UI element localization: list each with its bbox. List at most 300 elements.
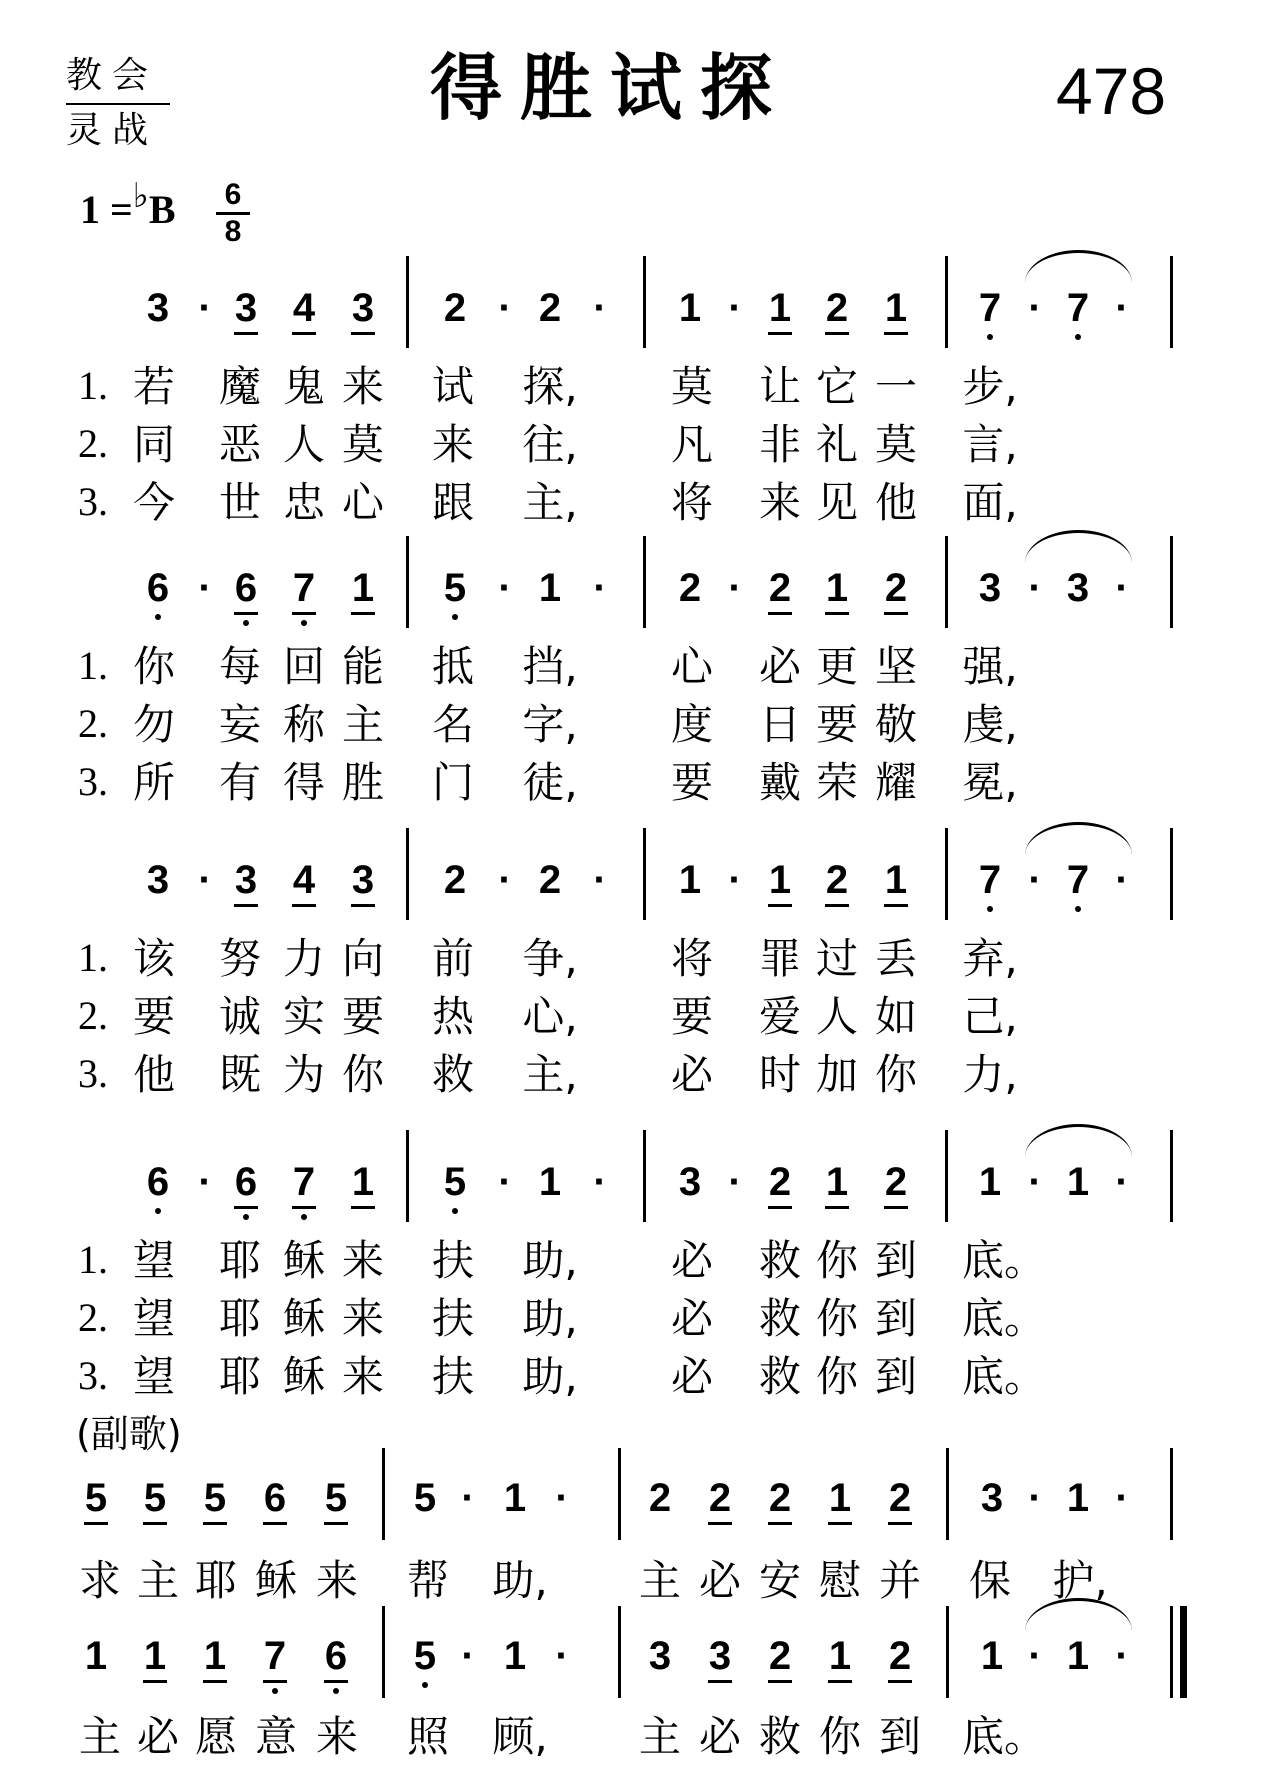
duration-dot [715, 288, 755, 328]
verse-number: 2. [78, 1295, 108, 1340]
eighth-underline [825, 904, 849, 907]
duration-dot [580, 568, 620, 608]
lyric-syllable: 你 [815, 1294, 858, 1343]
note-text: 2 [648, 1476, 672, 1520]
lyric-syllable: 得 [282, 758, 325, 807]
note-1 [495, 1478, 535, 1518]
note-text: · [728, 286, 742, 330]
note-text: 1 [143, 1634, 167, 1678]
note-text: 2 [888, 1634, 912, 1678]
verse-number: 3. [78, 479, 108, 524]
lyric-syllable: 主 [78, 1712, 121, 1761]
eighth-underline [292, 1206, 316, 1209]
slur-tie [1025, 1124, 1132, 1157]
note-text: · [555, 1634, 569, 1678]
lyric-line [0, 420, 1280, 480]
duration-dot [580, 1162, 620, 1202]
eighth-underline [143, 1680, 167, 1683]
note-1 [195, 1636, 235, 1676]
note-text: 7 [263, 1634, 287, 1678]
note-text: · [1115, 286, 1129, 330]
barline [643, 256, 646, 348]
barline [945, 828, 948, 920]
duration-dot [1102, 568, 1142, 608]
lyric-syllable: 跟 [431, 478, 474, 527]
lyric-syllable: 救 [758, 1236, 801, 1285]
lyric-line [0, 1352, 1280, 1412]
note-1 [76, 1636, 116, 1676]
duration-dot [448, 1636, 488, 1676]
lyric-syllable: 主 [638, 1556, 681, 1605]
duration-dot [1102, 288, 1142, 328]
barline [945, 256, 948, 348]
lyric-syllable: 耶 [218, 1236, 261, 1285]
lyric-syllable: 稣 [254, 1556, 297, 1605]
note-text: · [498, 1160, 512, 1204]
note-text: 1 [538, 566, 562, 610]
lyric-syllable: 望 [132, 1294, 175, 1343]
note-text: 1 [203, 1634, 227, 1678]
note-7 [1058, 860, 1098, 900]
lyric-syllable: 来 [341, 1352, 384, 1401]
low-octave-dot [987, 906, 993, 912]
duration-dot [1102, 860, 1142, 900]
low-octave-dot [155, 1208, 161, 1214]
barline [643, 828, 646, 920]
note-text: 1 [980, 1634, 1004, 1678]
low-octave-dot [243, 1214, 249, 1220]
note-3 [343, 860, 383, 900]
lyric-syllable: 你 [815, 1236, 858, 1285]
note-3 [670, 1162, 710, 1202]
lyric-syllable: 妄 [218, 700, 261, 749]
lyric-syllable: 让 [758, 362, 801, 411]
lyric-line [0, 362, 1280, 422]
lyric-line [0, 992, 1280, 1052]
eighth-underline [828, 1522, 852, 1525]
lyric-syllable: 来 [315, 1556, 358, 1605]
note-text: 2 [888, 1476, 912, 1520]
eighth-underline [292, 904, 316, 907]
eighth-underline [888, 1680, 912, 1683]
note-2 [435, 288, 475, 328]
lyric-syllable: 慰 [818, 1556, 861, 1605]
eighth-underline [768, 904, 792, 907]
note-text: · [498, 286, 512, 330]
lyric-syllable: 力 [282, 934, 325, 983]
lyric-syllable: 必 [698, 1712, 741, 1761]
lyric-syllable: 耶 [218, 1352, 261, 1401]
lyric-syllable: 心 [670, 642, 713, 691]
lyric-syllable: 冕, [962, 758, 1018, 807]
lyric-syllable: 罪 [758, 934, 801, 983]
note-text: 1 [351, 1160, 375, 1204]
note-text: 2 [884, 1160, 908, 1204]
lyric-syllable: 要 [132, 992, 175, 1041]
lyric-syllable: 鬼 [282, 362, 325, 411]
lyric-syllable: 助, [522, 1236, 578, 1285]
verse-number: 3. [78, 1353, 108, 1398]
note-text: 2 [884, 566, 908, 610]
note-text: 3 [648, 1634, 672, 1678]
lyric-syllable: 诚 [218, 992, 261, 1041]
low-octave-dot [243, 620, 249, 626]
note-1 [495, 1636, 535, 1676]
duration-dot [1015, 568, 1055, 608]
lyric-syllable: 己, [962, 992, 1018, 1041]
barline [382, 1606, 385, 1698]
lyric-syllable: 有 [218, 758, 261, 807]
low-octave-dot [333, 1688, 339, 1694]
note-2 [760, 1636, 800, 1676]
eighth-underline [884, 612, 908, 615]
lyric-syllable: 人 [282, 420, 325, 469]
duration-dot [580, 288, 620, 328]
lyric-syllable: 必 [698, 1556, 741, 1605]
note-2 [760, 1162, 800, 1202]
note-7 [970, 860, 1010, 900]
lyric-syllable: 愿 [194, 1712, 237, 1761]
note-text: 6 [263, 1476, 287, 1520]
barline [643, 536, 646, 628]
note-text: 3 [234, 858, 258, 902]
note-3 [700, 1636, 740, 1676]
lyric-syllable: 主, [522, 1050, 578, 1099]
lyric-syllable: 来 [341, 362, 384, 411]
eighth-underline [234, 332, 258, 335]
note-2 [435, 860, 475, 900]
barline [946, 1448, 949, 1540]
note-text: 1 [768, 858, 792, 902]
note-text: · [1115, 858, 1129, 902]
verse-number: 1. [78, 935, 108, 980]
lyric-syllable: 日 [758, 700, 801, 749]
note-text: 5 [413, 1634, 437, 1678]
lyric-syllable: 扶 [431, 1352, 474, 1401]
lyric-syllable: 丢 [874, 934, 917, 983]
lyric-syllable: 他 [874, 478, 917, 527]
eighth-underline [825, 1206, 849, 1209]
lyric-syllable: 到 [874, 1294, 917, 1343]
note-text: 6 [146, 566, 170, 610]
lyric-syllable: 试 [431, 362, 474, 411]
lyric-syllable: 要 [341, 992, 384, 1041]
lyric-syllable: 救 [758, 1294, 801, 1343]
note-text: 3 [1066, 566, 1090, 610]
duration-dot [580, 860, 620, 900]
note-text: 2 [768, 1160, 792, 1204]
duration-dot [185, 288, 225, 328]
lyric-syllable: 虔, [962, 700, 1018, 749]
lyric-syllable: 徒, [522, 758, 578, 807]
lyric-syllable: 热 [431, 992, 474, 1041]
eighth-underline [825, 332, 849, 335]
note-6 [138, 1162, 178, 1202]
note-text: 5 [203, 1476, 227, 1520]
category-line-2: 灵战 [66, 110, 159, 151]
note-text: · [593, 286, 607, 330]
lyric-syllable: 意 [254, 1712, 297, 1761]
note-text: 5 [84, 1476, 108, 1520]
lyric-syllable: 忠 [282, 478, 325, 527]
note-3 [640, 1636, 680, 1676]
lyric-syllable: 争, [522, 934, 578, 983]
lyric-syllable: 敬 [874, 700, 917, 749]
lyric-syllable: 必 [670, 1050, 713, 1099]
lyric-syllable: 心, [522, 992, 578, 1041]
lyric-syllable: 耶 [194, 1556, 237, 1605]
note-2 [880, 1478, 920, 1518]
lyric-line [0, 758, 1280, 818]
note-text: 1 [84, 1634, 108, 1678]
note-text: · [498, 858, 512, 902]
eighth-underline [292, 332, 316, 335]
lyric-syllable: 莫 [341, 420, 384, 469]
verse-number: 2. [78, 993, 108, 1038]
lyric-syllable: 主 [341, 700, 384, 749]
note-6 [226, 1162, 266, 1202]
note-1 [135, 1636, 175, 1676]
verse-number: 1. [78, 643, 108, 688]
eighth-underline [292, 612, 316, 615]
lyric-syllable: 抵 [431, 642, 474, 691]
barline [945, 1130, 948, 1222]
lyric-syllable: 扶 [431, 1294, 474, 1343]
note-2 [760, 1478, 800, 1518]
note-2 [530, 288, 570, 328]
note-text: 3 [146, 286, 170, 330]
eighth-underline [884, 332, 908, 335]
eighth-underline [828, 1680, 852, 1683]
barline [945, 536, 948, 628]
barline [1170, 536, 1173, 628]
low-octave-dot [1075, 334, 1081, 340]
note-text: 1 [503, 1634, 527, 1678]
lyric-syllable: 安 [758, 1556, 801, 1605]
note-4 [284, 288, 324, 328]
note-text: · [593, 858, 607, 902]
duration-dot [185, 1162, 225, 1202]
lyric-syllable: 助, [492, 1556, 548, 1605]
note-text: 1 [825, 566, 849, 610]
eighth-underline [143, 1522, 167, 1525]
duration-dot [448, 1478, 488, 1518]
note-text: · [728, 858, 742, 902]
low-octave-dot [301, 620, 307, 626]
barline [406, 536, 409, 628]
note-2 [876, 568, 916, 608]
eighth-underline [234, 612, 258, 615]
note-7 [1058, 288, 1098, 328]
lyric-syllable: 底。 [962, 1352, 1047, 1401]
note-7 [284, 1162, 324, 1202]
barline [1170, 1130, 1173, 1222]
note-1 [972, 1636, 1012, 1676]
note-1 [760, 860, 800, 900]
verse-number: 1. [78, 363, 108, 408]
note-text: · [1115, 1634, 1129, 1678]
category-rule [66, 103, 170, 105]
barline [1170, 1448, 1173, 1540]
duration-dot [185, 860, 225, 900]
lyric-syllable: 向 [341, 934, 384, 983]
lyric-syllable: 来 [341, 1294, 384, 1343]
note-1 [1058, 1636, 1098, 1676]
verse-number: 3. [78, 1051, 108, 1096]
note-text: 5 [443, 566, 467, 610]
lyric-syllable: 人 [815, 992, 858, 1041]
duration-dot [1015, 1478, 1055, 1518]
eighth-underline [768, 612, 792, 615]
duration-dot [485, 568, 525, 608]
note-1 [670, 860, 710, 900]
note-5 [316, 1478, 356, 1518]
note-text: · [498, 566, 512, 610]
duration-dot [1015, 288, 1055, 328]
note-text: · [198, 858, 212, 902]
note-2 [817, 860, 857, 900]
eighth-underline [884, 1206, 908, 1209]
eighth-underline [351, 332, 375, 335]
lyric-syllable: 荣 [815, 758, 858, 807]
lyric-syllable: 你 [815, 1352, 858, 1401]
note-text: 6 [146, 1160, 170, 1204]
lyric-syllable: 实 [282, 992, 325, 1041]
note-7 [970, 288, 1010, 328]
note-text: 7 [1066, 858, 1090, 902]
note-5 [76, 1478, 116, 1518]
duration-dot [1102, 1478, 1142, 1518]
lyric-line [0, 700, 1280, 760]
note-6 [138, 568, 178, 608]
note-text: 1 [678, 858, 702, 902]
key-prefix: 1 = [80, 187, 133, 232]
lyric-syllable: 耶 [218, 1294, 261, 1343]
lyric-syllable: 望 [132, 1352, 175, 1401]
lyric-syllable: 主, [522, 478, 578, 527]
note-3 [972, 1478, 1012, 1518]
note-text: 1 [1066, 1160, 1090, 1204]
verse-number: 2. [78, 421, 108, 466]
eighth-underline [768, 332, 792, 335]
time-signature [216, 180, 250, 247]
note-text: 1 [828, 1476, 852, 1520]
lyric-syllable: 将 [670, 478, 713, 527]
note-text: · [198, 1160, 212, 1204]
lyric-syllable: 字, [522, 700, 578, 749]
note-text: 2 [825, 286, 849, 330]
lyric-syllable: 礼 [815, 420, 858, 469]
lyric-syllable: 既 [218, 1050, 261, 1099]
lyric-syllable: 稣 [282, 1236, 325, 1285]
note-text: 7 [292, 1160, 316, 1204]
note-text: · [593, 1160, 607, 1204]
note-text: 4 [292, 858, 316, 902]
note-1 [1058, 1478, 1098, 1518]
note-text: 6 [234, 566, 258, 610]
note-1 [876, 860, 916, 900]
note-6 [255, 1478, 295, 1518]
note-5 [405, 1636, 445, 1676]
lyric-syllable: 到 [874, 1236, 917, 1285]
lyric-syllable: 恶 [218, 420, 261, 469]
lyric-syllable: 底。 [962, 1294, 1047, 1343]
lyric-syllable: 言, [962, 420, 1018, 469]
duration-dot [485, 1162, 525, 1202]
note-text: · [728, 1160, 742, 1204]
note-1 [760, 288, 800, 328]
lyric-syllable: 往, [522, 420, 578, 469]
lyric-line [0, 934, 1280, 994]
lyric-syllable: 加 [815, 1050, 858, 1099]
eighth-underline [708, 1680, 732, 1683]
note-text: 6 [324, 1634, 348, 1678]
eighth-underline [825, 612, 849, 615]
note-text: · [1028, 1160, 1042, 1204]
lyric-syllable: 保 [968, 1556, 1011, 1605]
note-1 [820, 1636, 860, 1676]
lyric-syllable: 胜 [341, 758, 384, 807]
note-text: 1 [678, 286, 702, 330]
note-text: 7 [978, 286, 1002, 330]
lyric-syllable: 你 [874, 1050, 917, 1099]
barline [406, 256, 409, 348]
lyric-syllable: 到 [874, 1352, 917, 1401]
lyric-syllable: 必 [136, 1712, 179, 1761]
note-text: · [728, 566, 742, 610]
note-text: · [1028, 1634, 1042, 1678]
flat-symbol: ♭ [132, 178, 149, 215]
lyric-syllable: 能 [341, 642, 384, 691]
duration-dot [715, 860, 755, 900]
lyric-syllable: 顾, [492, 1712, 548, 1761]
lyric-syllable: 护, [1052, 1556, 1108, 1605]
lyric-syllable: 莫 [670, 362, 713, 411]
note-2 [640, 1478, 680, 1518]
lyric-syllable: 扶 [431, 1236, 474, 1285]
lyric-syllable: 稣 [282, 1352, 325, 1401]
eighth-underline [263, 1522, 287, 1525]
meter-top: 6 [224, 178, 242, 211]
note-text: · [461, 1476, 475, 1520]
lyric-syllable: 时 [758, 1050, 801, 1099]
lyric-syllable: 步, [962, 362, 1018, 411]
low-octave-dot [987, 334, 993, 340]
note-5 [405, 1478, 445, 1518]
note-1 [530, 568, 570, 608]
note-text: 3 [351, 286, 375, 330]
lyric-syllable: 世 [218, 478, 261, 527]
lyric-syllable: 前 [431, 934, 474, 983]
lyric-syllable: 来 [758, 478, 801, 527]
note-text: 3 [980, 1476, 1004, 1520]
low-octave-dot [155, 614, 161, 620]
lyric-syllable: 一 [874, 362, 917, 411]
lyric-syllable: 力, [962, 1050, 1018, 1099]
hymn-number: 478 [1056, 54, 1167, 128]
duration-dot [715, 1162, 755, 1202]
eighth-underline [84, 1522, 108, 1525]
lyric-syllable: 底。 [962, 1712, 1047, 1761]
slur-tie [1025, 822, 1132, 855]
note-2 [530, 860, 570, 900]
duration-dot [542, 1478, 582, 1518]
lyric-syllable: 弃, [962, 934, 1018, 983]
lyric-syllable: 它 [815, 362, 858, 411]
barline [946, 1606, 949, 1698]
note-text: 1 [768, 286, 792, 330]
lyric-line [0, 642, 1280, 702]
